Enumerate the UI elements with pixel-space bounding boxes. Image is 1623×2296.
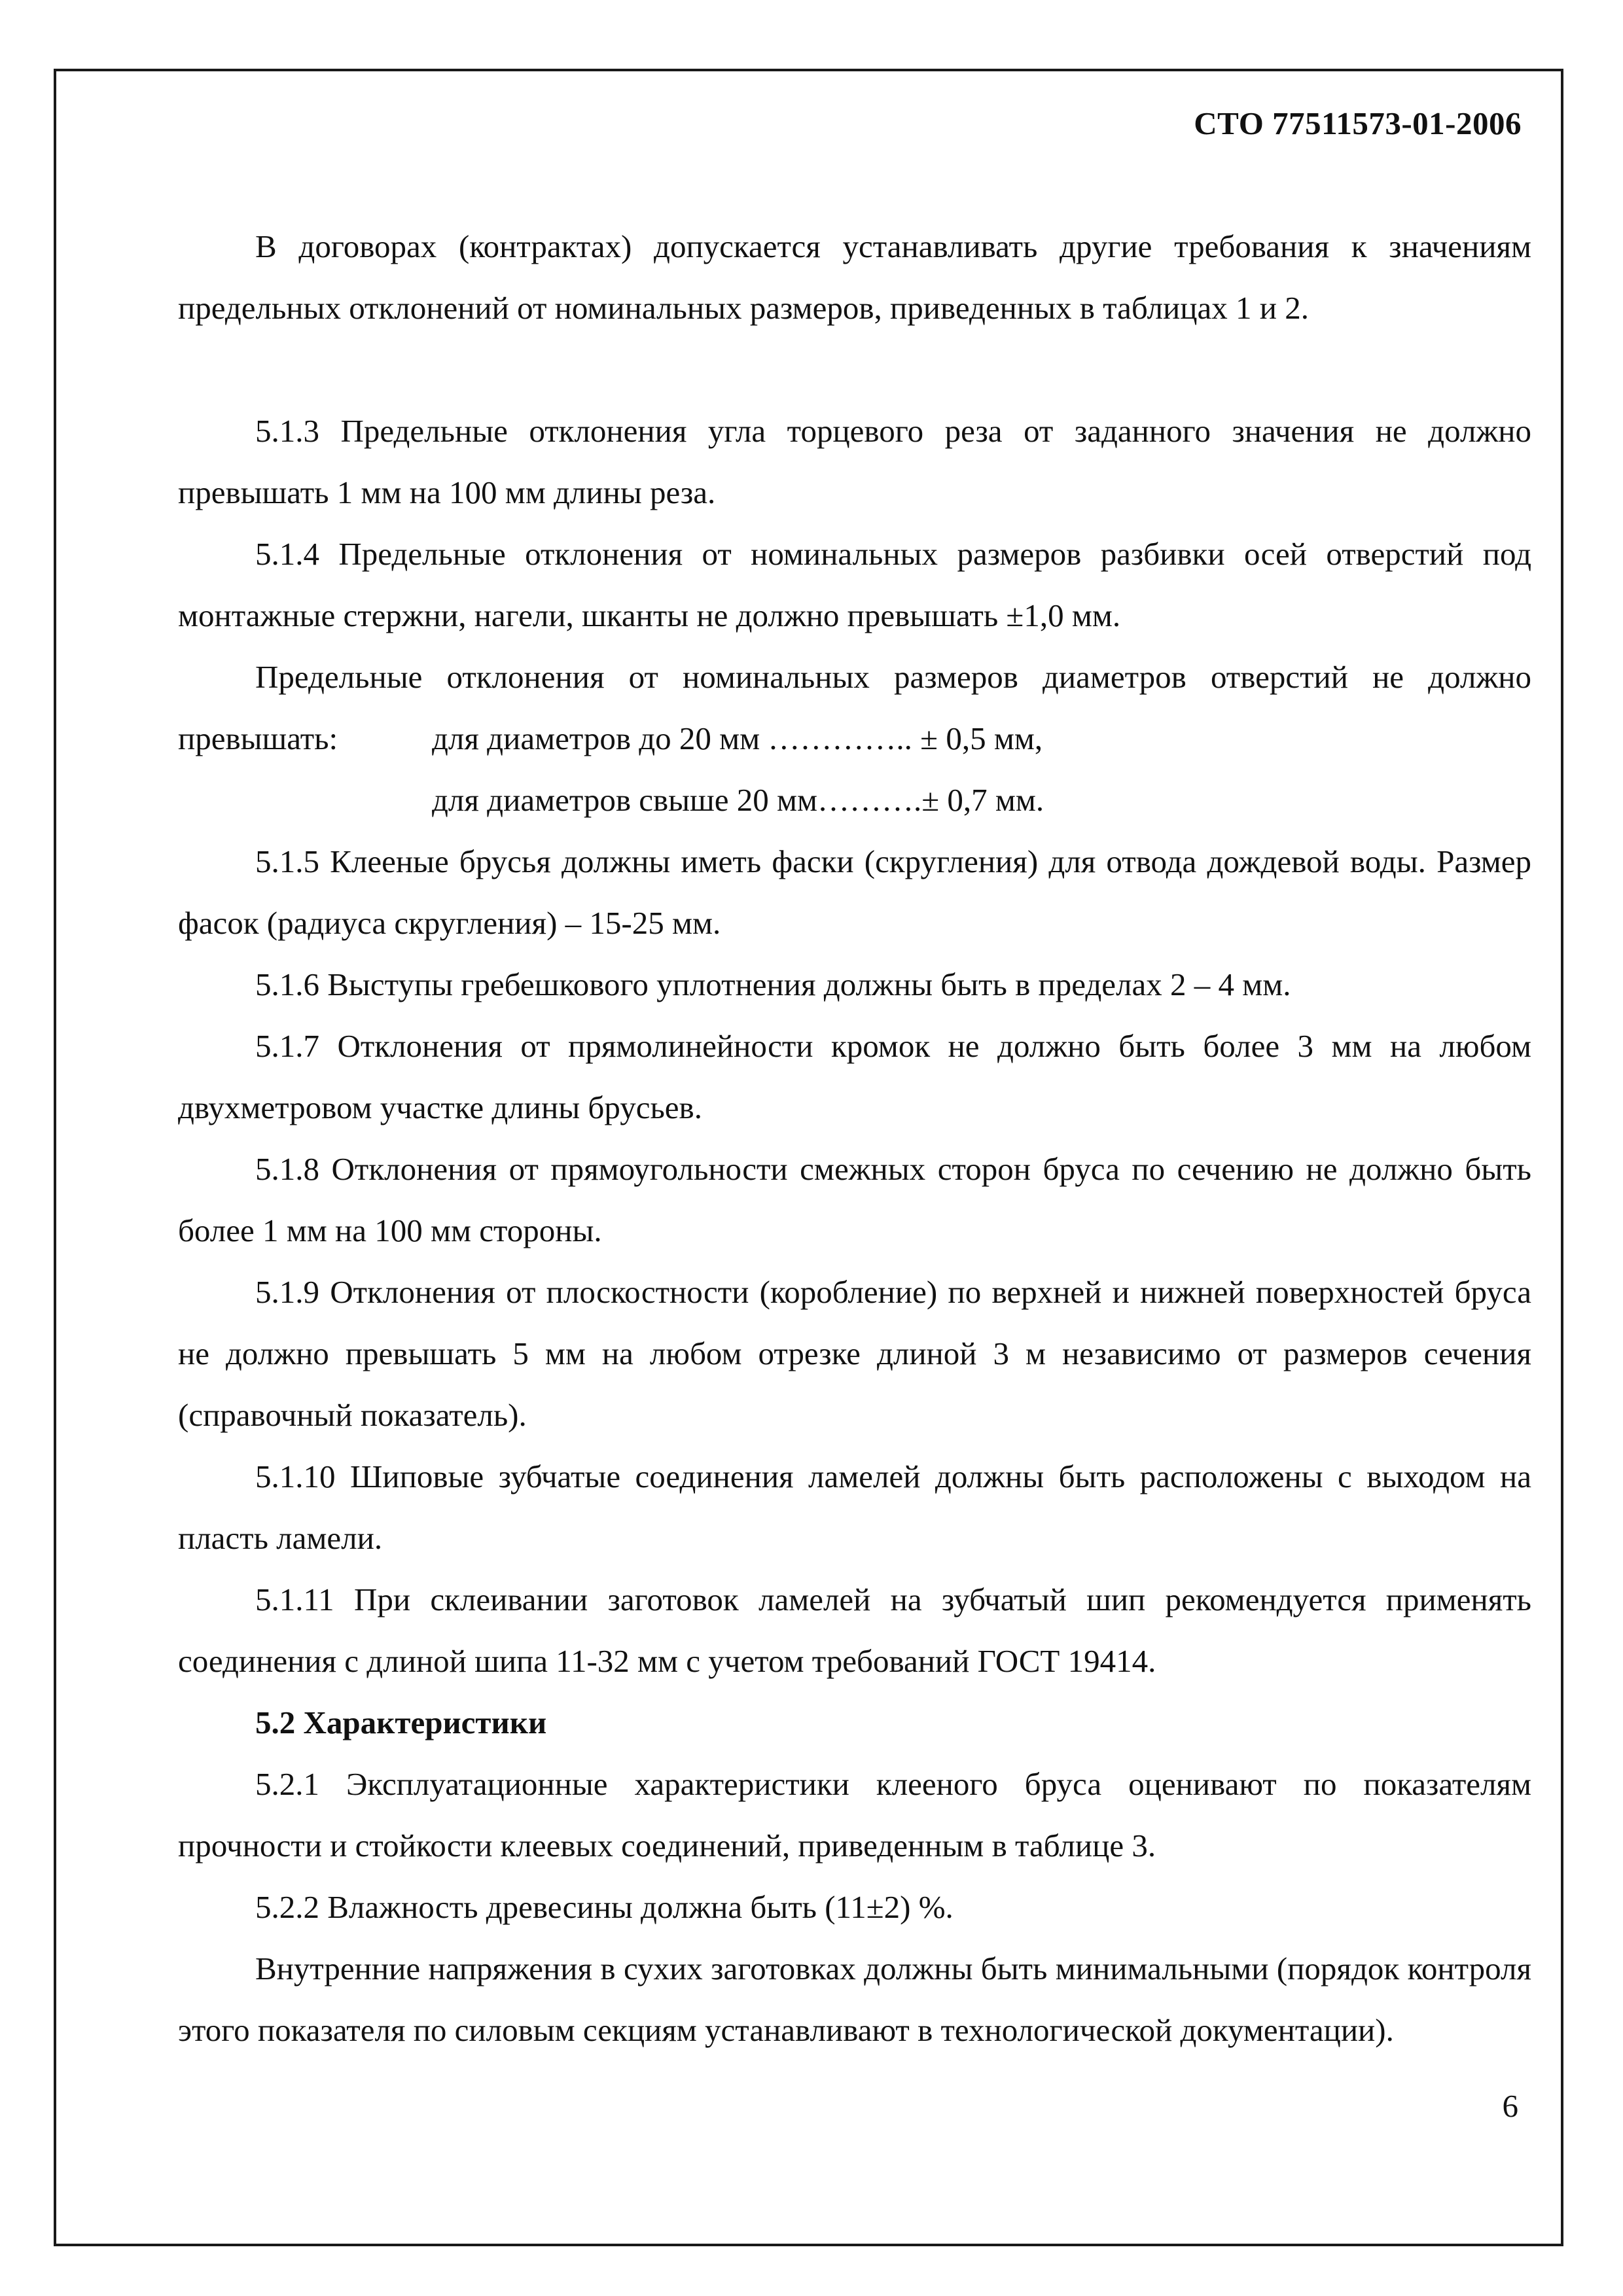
- paragraph-contracts: В договорах (контрактах) допускается устанавливать другие требования к значениям предельных отклонений от номинальных размеров, приведенных в таблицах 1 и 2.: [178, 228, 1531, 326]
- paragraph-5-1-3: 5.1.3 Предельные отклонения угла торцевого реза от заданного значения не должно превышать 1 мм на 100 мм длины реза.: [178, 413, 1531, 510]
- paragraph-5-1-10: 5.1.10 Шиповые зубчатые соединения ламелей должны быть расположены с выходом на пласть ламели.: [178, 1458, 1531, 1556]
- paragraph-5-1-7: 5.1.7 Отклонения от прямолинейности кромок не должно быть более 3 мм на любом двухметровом участке длины брусьев.: [178, 1028, 1531, 1125]
- paragraph-5-2-2: 5.2.2 Влажность древесины должна быть (11±2) %.: [255, 1889, 954, 1925]
- paragraph-5-1-6: 5.1.6 Выступы гребешкового уплотнения должны быть в пределах 2 – 4 мм.: [255, 966, 1291, 1002]
- paragraph-5-1-11: 5.1.11 При склеивании заготовок ламелей на зубчатый шип рекомендуется применять соединения с длиной шипа 11-32 мм с учетом требований ГОСТ 19414.: [178, 1581, 1531, 1679]
- paragraph-5-2-1: 5.2.1 Эксплуатационные характеристики клееного бруса оценивают по показателям прочности и стойкости клеевых соединений, приведенным в таблице 3.: [178, 1766, 1531, 1863]
- diameter-line-2: для диаметров свыше 20 мм……….± 0,7 мм.: [432, 782, 1044, 818]
- paragraph-5-1-9: 5.1.9 Отклонения от плоскостности (коробление) по верхней и нижней поверхностей бруса не должно превышать 5 мм на любом отрезке длиной 3 м независимо от размеров сечения (справочный показатель).: [178, 1274, 1531, 1433]
- paragraph-5-1-4: 5.1.4 Предельные отклонения от номинальных размеров разбивки осей отверстий под монтажные стержни, нагели, шканты не должно превышать ±1,0 мм.: [178, 536, 1531, 633]
- paragraph-5-1-8: 5.1.8 Отклонения от прямоугольности смежных сторон бруса по сечению не должно быть более 1 мм на 100 мм стороны.: [178, 1151, 1531, 1248]
- diameters-intro-text: Предельные отклонения от номинальных размеров диаметров отверстий не должно превышать:: [178, 659, 1531, 756]
- paragraph-5-1-5: 5.1.5 Клееные брусья должны иметь фаски (скругления) для отвода дождевой воды. Размер фасок (радиуса скругления) – 15-25 мм.: [178, 843, 1531, 941]
- diameter-line-1: для диаметров до 20 мм ………….. ± 0,5 мм,: [432, 720, 1043, 756]
- section-heading-5-2: 5.2 Характеристики: [255, 1704, 547, 1740]
- page-number: 6: [1502, 2088, 1518, 2124]
- paragraph-internal-stress: Внутренние напряжения в сухих заготовках должны быть минимальными (порядок контроля этого показателя по силовым секциям устанавливают в технологической документации).: [178, 1951, 1531, 2048]
- document-code: СТО 77511573-01-2006: [1194, 105, 1522, 141]
